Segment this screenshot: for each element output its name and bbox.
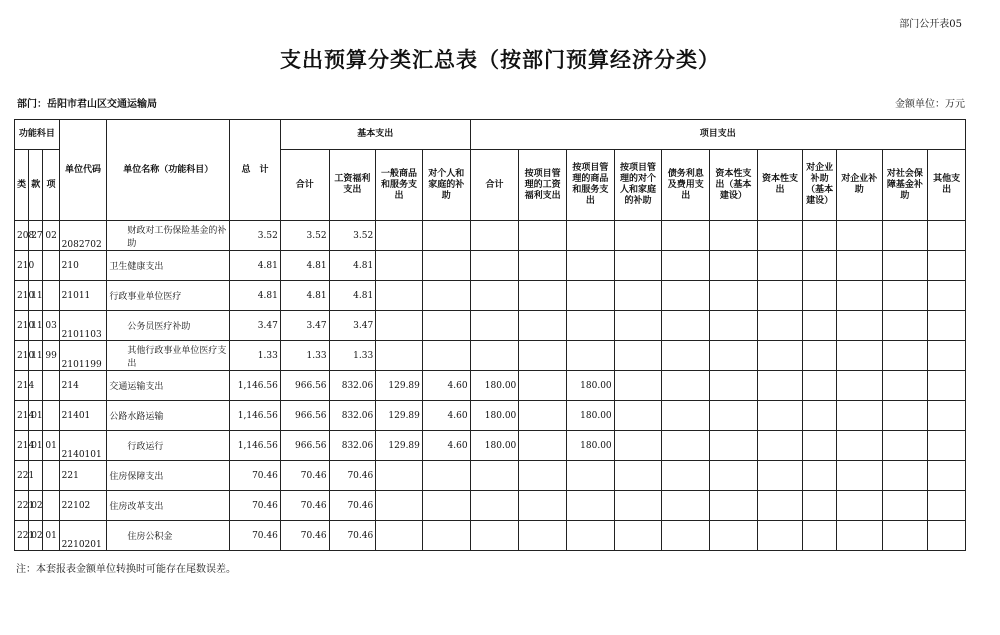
- basic-total-cell: 3.47: [280, 311, 329, 341]
- unit-code-cell: 21401: [59, 401, 107, 431]
- basic-goods-cell: 129.89: [376, 431, 423, 461]
- header-project-salary: 按项目管理的工资福利支出: [519, 150, 567, 221]
- header-xiang: 项: [43, 150, 59, 221]
- basic-goods-cell: [376, 311, 423, 341]
- debt-interest-cell: [662, 281, 710, 311]
- unit-name-text: 财政对工伤保险基金的补助: [127, 225, 227, 249]
- project-salary-cell: [519, 281, 567, 311]
- capital-cell: [757, 281, 803, 311]
- table-row: [15, 401, 966, 431]
- table-row: [15, 311, 966, 341]
- basic-salary-cell: 3.52: [329, 221, 376, 251]
- enterprise-cell: [836, 311, 882, 341]
- project-goods-cell: 180.00: [566, 401, 614, 431]
- lei-cell: 208: [15, 221, 29, 251]
- debt-interest-cell: [662, 371, 710, 401]
- project-total-cell: [470, 221, 519, 251]
- lei-cell: 210: [15, 251, 29, 281]
- lei-cell: 210: [15, 341, 29, 371]
- unit-name-cell: 住房保障支出: [107, 461, 230, 491]
- basic-goods-cell: 129.89: [376, 371, 423, 401]
- table-row: [15, 281, 966, 311]
- capital-cell: [757, 461, 803, 491]
- capital-cell: [757, 371, 803, 401]
- project-goods-cell: [566, 251, 614, 281]
- basic-goods-cell: [376, 491, 423, 521]
- debt-interest-cell: [662, 521, 710, 551]
- basic-goods-cell: [376, 251, 423, 281]
- xiang-cell: 01: [43, 431, 59, 461]
- kuan-cell: 11: [29, 341, 43, 371]
- header-capital: 资本性支出: [757, 150, 803, 221]
- unit-name-cell: 卫生健康支出: [107, 251, 230, 281]
- kuan-cell: 11: [29, 311, 43, 341]
- total-cell: 1,146.56: [230, 401, 281, 431]
- total-cell: 1,146.56: [230, 431, 281, 461]
- basic-salary-cell: 4.81: [329, 281, 376, 311]
- debt-interest-cell: [662, 311, 710, 341]
- project-salary-cell: [519, 251, 567, 281]
- lei-cell: 214: [15, 371, 29, 401]
- xiang-cell: [43, 371, 59, 401]
- basic-personal-cell: 4.60: [422, 401, 470, 431]
- enterprise-basic-cell: [803, 281, 836, 311]
- basic-salary-cell: 832.06: [329, 401, 376, 431]
- basic-total-cell: 3.52: [280, 221, 329, 251]
- basic-personal-cell: [422, 281, 470, 311]
- header-unit-name: 单位名称（功能科目）: [107, 120, 230, 221]
- capital-basic-cell: [710, 491, 758, 521]
- xiang-cell: 03: [43, 311, 59, 341]
- header-debt-interest: 债务利息及费用支出: [662, 150, 710, 221]
- basic-total-cell: 1.33: [280, 341, 329, 371]
- unit-code-cell: 2210201: [59, 521, 107, 551]
- basic-salary-cell: 4.81: [329, 251, 376, 281]
- unit-name-cell: 交通运输支出: [107, 371, 230, 401]
- basic-personal-cell: [422, 521, 470, 551]
- capital-cell: [757, 221, 803, 251]
- other-cell: [928, 461, 966, 491]
- unit-code-cell: 2082702: [59, 221, 107, 251]
- unit-code-cell: 22102: [59, 491, 107, 521]
- enterprise-cell: [836, 281, 882, 311]
- project-personal-cell: [614, 461, 662, 491]
- capital-cell: [757, 311, 803, 341]
- total-cell: 70.46: [230, 491, 281, 521]
- enterprise-cell: [836, 491, 882, 521]
- project-goods-cell: [566, 341, 614, 371]
- project-total-cell: 180.00: [470, 371, 519, 401]
- table-row: [15, 491, 966, 521]
- project-total-cell: [470, 311, 519, 341]
- basic-personal-cell: [422, 491, 470, 521]
- header-kuan: 款: [29, 150, 43, 221]
- basic-salary-cell: 1.33: [329, 341, 376, 371]
- social-security-cell: [882, 371, 928, 401]
- project-total-cell: [470, 341, 519, 371]
- lei-cell: 221: [15, 461, 29, 491]
- other-cell: [928, 311, 966, 341]
- basic-goods-cell: [376, 521, 423, 551]
- total-cell: 1,146.56: [230, 371, 281, 401]
- enterprise-basic-cell: [803, 371, 836, 401]
- total-cell: 3.47: [230, 311, 281, 341]
- basic-salary-cell: 832.06: [329, 431, 376, 461]
- project-total-cell: [470, 491, 519, 521]
- debt-interest-cell: [662, 341, 710, 371]
- other-cell: [928, 401, 966, 431]
- project-personal-cell: [614, 251, 662, 281]
- debt-interest-cell: [662, 221, 710, 251]
- project-total-cell: 180.00: [470, 431, 519, 461]
- capital-basic-cell: [710, 281, 758, 311]
- total-cell: 70.46: [230, 521, 281, 551]
- header-project-personal: 按项目管理的对个人和家庭的补助: [614, 150, 662, 221]
- header-total: 总 计: [230, 120, 281, 221]
- project-total-cell: [470, 251, 519, 281]
- capital-basic-cell: [710, 341, 758, 371]
- unit-code-cell: 2101103: [59, 311, 107, 341]
- capital-cell: [757, 401, 803, 431]
- enterprise-basic-cell: [803, 521, 836, 551]
- unit-code-cell: 2101199: [59, 341, 107, 371]
- project-salary-cell: [519, 341, 567, 371]
- enterprise-cell: [836, 221, 882, 251]
- social-security-cell: [882, 431, 928, 461]
- social-security-cell: [882, 521, 928, 551]
- project-salary-cell: [519, 371, 567, 401]
- basic-salary-cell: 3.47: [329, 311, 376, 341]
- basic-total-cell: 70.46: [280, 491, 329, 521]
- basic-personal-cell: [422, 311, 470, 341]
- table-row: [15, 371, 966, 401]
- project-salary-cell: [519, 431, 567, 461]
- header-project: 项目支出: [470, 120, 965, 150]
- project-personal-cell: [614, 281, 662, 311]
- unit-code-cell: 221: [59, 461, 107, 491]
- capital-basic-cell: [710, 311, 758, 341]
- kuan-cell: 11: [29, 281, 43, 311]
- kuan-cell: 01: [29, 401, 43, 431]
- project-goods-cell: [566, 281, 614, 311]
- basic-personal-cell: [422, 251, 470, 281]
- social-security-cell: [882, 461, 928, 491]
- form-number: 部门公开表05: [899, 19, 962, 30]
- capital-cell: [757, 491, 803, 521]
- social-security-cell: [882, 401, 928, 431]
- page-title: 支出预算分类汇总表（按部门预算经济分类）: [280, 47, 720, 72]
- project-salary-cell: [519, 491, 567, 521]
- xiang-cell: [43, 401, 59, 431]
- basic-total-cell: 70.46: [280, 521, 329, 551]
- other-cell: [928, 491, 966, 521]
- table-row: [15, 461, 966, 491]
- enterprise-basic-cell: [803, 311, 836, 341]
- header-capital-basic: 资本性支出（基本建设）: [710, 150, 758, 221]
- lei-cell: 210: [15, 281, 29, 311]
- enterprise-cell: [836, 371, 882, 401]
- table-row: [15, 251, 966, 281]
- project-goods-cell: 180.00: [566, 431, 614, 461]
- debt-interest-cell: [662, 491, 710, 521]
- lei-cell: 214: [15, 431, 29, 461]
- project-salary-cell: [519, 461, 567, 491]
- basic-goods-cell: [376, 341, 423, 371]
- basic-total-cell: 4.81: [280, 251, 329, 281]
- expenditure-table: [14, 119, 966, 551]
- project-personal-cell: [614, 431, 662, 461]
- project-salary-cell: [519, 401, 567, 431]
- basic-personal-cell: [422, 461, 470, 491]
- other-cell: [928, 221, 966, 251]
- header-enterprise-basic: 对企业补助（基本建设）: [803, 150, 836, 221]
- basic-total-cell: 4.81: [280, 281, 329, 311]
- xiang-cell: 99: [43, 341, 59, 371]
- total-cell: 4.81: [230, 251, 281, 281]
- project-salary-cell: [519, 221, 567, 251]
- kuan-cell: 01: [29, 431, 43, 461]
- capital-basic-cell: [710, 371, 758, 401]
- basic-total-cell: 966.56: [280, 431, 329, 461]
- project-personal-cell: [614, 521, 662, 551]
- basic-personal-cell: 4.60: [422, 431, 470, 461]
- header-func-subject: 功能科目: [15, 120, 60, 150]
- kuan-cell: 27: [29, 221, 43, 251]
- project-goods-cell: 180.00: [566, 371, 614, 401]
- debt-interest-cell: [662, 461, 710, 491]
- unit-name-cell: 行政事业单位医疗: [107, 281, 230, 311]
- capital-cell: [757, 431, 803, 461]
- amount-unit-label: 金额单位：万元: [895, 99, 965, 110]
- unit-code-cell: 210: [59, 251, 107, 281]
- project-total-cell: [470, 461, 519, 491]
- table-row: [15, 341, 966, 371]
- unit-code-cell: 21011: [59, 281, 107, 311]
- social-security-cell: [882, 221, 928, 251]
- basic-goods-cell: 129.89: [376, 401, 423, 431]
- header-basic-personal: 对个人和家庭的补助: [422, 150, 470, 221]
- header-lei: 类: [15, 150, 29, 221]
- enterprise-basic-cell: [803, 401, 836, 431]
- header-basic-salary: 工资福利支出: [329, 150, 376, 221]
- total-cell: 70.46: [230, 461, 281, 491]
- unit-name-cell: [107, 431, 230, 461]
- project-total-cell: 180.00: [470, 401, 519, 431]
- table-row: [15, 221, 966, 251]
- enterprise-cell: [836, 341, 882, 371]
- header-project-goods: 按项目管理的商品和服务支出: [566, 150, 614, 221]
- project-personal-cell: [614, 341, 662, 371]
- unit-name-cell: [107, 341, 230, 371]
- header-project-total: 合计: [470, 150, 519, 221]
- project-salary-cell: [519, 521, 567, 551]
- basic-salary-cell: 70.46: [329, 461, 376, 491]
- header-enterprise: 对企业补助: [836, 150, 882, 221]
- project-total-cell: [470, 521, 519, 551]
- capital-basic-cell: [710, 461, 758, 491]
- total-cell: 1.33: [230, 341, 281, 371]
- project-personal-cell: [614, 491, 662, 521]
- unit-name-cell: 住房改革支出: [107, 491, 230, 521]
- project-salary-cell: [519, 311, 567, 341]
- department-label: 部门：岳阳市君山区交通运输局: [17, 99, 157, 110]
- unit-name-cell: [107, 311, 230, 341]
- footnote: 注：本套报表金额单位转换时可能存在尾数误差。: [16, 564, 236, 575]
- project-goods-cell: [566, 491, 614, 521]
- header-unit-code: 单位代码: [59, 120, 107, 221]
- table-row: [15, 431, 966, 461]
- debt-interest-cell: [662, 401, 710, 431]
- social-security-cell: [882, 341, 928, 371]
- unit-code-cell: 214: [59, 371, 107, 401]
- xiang-cell: 01: [43, 521, 59, 551]
- kuan-cell: 02: [29, 521, 43, 551]
- basic-salary-cell: 70.46: [329, 491, 376, 521]
- enterprise-cell: [836, 401, 882, 431]
- xiang-cell: [43, 461, 59, 491]
- project-personal-cell: [614, 401, 662, 431]
- lei-cell: 210: [15, 311, 29, 341]
- enterprise-cell: [836, 251, 882, 281]
- lei-cell: 221: [15, 521, 29, 551]
- total-cell: 4.81: [230, 281, 281, 311]
- basic-salary-cell: 832.06: [329, 371, 376, 401]
- unit-name-text: 住房公积金: [127, 532, 173, 542]
- enterprise-basic-cell: [803, 341, 836, 371]
- header-basic: 基本支出: [280, 120, 470, 150]
- unit-name-text: 其他行政事业单位医疗支出: [127, 345, 227, 369]
- basic-goods-cell: [376, 461, 423, 491]
- unit-name-text: 公务员医疗补助: [127, 322, 191, 332]
- other-cell: [928, 371, 966, 401]
- capital-basic-cell: [710, 401, 758, 431]
- capital-basic-cell: [710, 221, 758, 251]
- unit-name-cell: 公路水路运输: [107, 401, 230, 431]
- project-personal-cell: [614, 221, 662, 251]
- enterprise-basic-cell: [803, 491, 836, 521]
- capital-basic-cell: [710, 431, 758, 461]
- unit-name-text: 行政运行: [127, 442, 164, 452]
- basic-total-cell: 966.56: [280, 371, 329, 401]
- header-social-security: 对社会保障基金补助: [882, 150, 928, 221]
- enterprise-cell: [836, 461, 882, 491]
- unit-code-cell: 2140101: [59, 431, 107, 461]
- debt-interest-cell: [662, 431, 710, 461]
- enterprise-basic-cell: [803, 251, 836, 281]
- other-cell: [928, 521, 966, 551]
- project-total-cell: [470, 281, 519, 311]
- enterprise-basic-cell: [803, 221, 836, 251]
- lei-cell: 214: [15, 401, 29, 431]
- table-row: [15, 521, 966, 551]
- project-personal-cell: [614, 311, 662, 341]
- total-cell: 3.52: [230, 221, 281, 251]
- debt-interest-cell: [662, 251, 710, 281]
- other-cell: [928, 251, 966, 281]
- basic-goods-cell: [376, 221, 423, 251]
- project-goods-cell: [566, 521, 614, 551]
- capital-cell: [757, 251, 803, 281]
- capital-cell: [757, 521, 803, 551]
- header-basic-total: 合计: [280, 150, 329, 221]
- basic-personal-cell: 4.60: [422, 371, 470, 401]
- header-basic-goods: 一般商品和服务支出: [376, 150, 423, 221]
- capital-cell: [757, 341, 803, 371]
- xiang-cell: 02: [43, 221, 59, 251]
- basic-total-cell: 966.56: [280, 401, 329, 431]
- basic-salary-cell: 70.46: [329, 521, 376, 551]
- unit-name-cell: [107, 221, 230, 251]
- header-other: 其他支出: [928, 150, 966, 221]
- enterprise-cell: [836, 431, 882, 461]
- social-security-cell: [882, 281, 928, 311]
- lei-cell: 221: [15, 491, 29, 521]
- xiang-cell: [43, 491, 59, 521]
- project-goods-cell: [566, 311, 614, 341]
- social-security-cell: [882, 311, 928, 341]
- basic-goods-cell: [376, 281, 423, 311]
- basic-personal-cell: [422, 341, 470, 371]
- other-cell: [928, 431, 966, 461]
- basic-personal-cell: [422, 221, 470, 251]
- project-goods-cell: [566, 221, 614, 251]
- kuan-cell: 02: [29, 491, 43, 521]
- xiang-cell: [43, 251, 59, 281]
- enterprise-basic-cell: [803, 431, 836, 461]
- other-cell: [928, 281, 966, 311]
- xiang-cell: [43, 281, 59, 311]
- social-security-cell: [882, 251, 928, 281]
- project-personal-cell: [614, 371, 662, 401]
- enterprise-basic-cell: [803, 461, 836, 491]
- capital-basic-cell: [710, 251, 758, 281]
- enterprise-cell: [836, 521, 882, 551]
- other-cell: [928, 341, 966, 371]
- unit-name-cell: [107, 521, 230, 551]
- project-goods-cell: [566, 461, 614, 491]
- basic-total-cell: 70.46: [280, 461, 329, 491]
- capital-basic-cell: [710, 521, 758, 551]
- social-security-cell: [882, 491, 928, 521]
